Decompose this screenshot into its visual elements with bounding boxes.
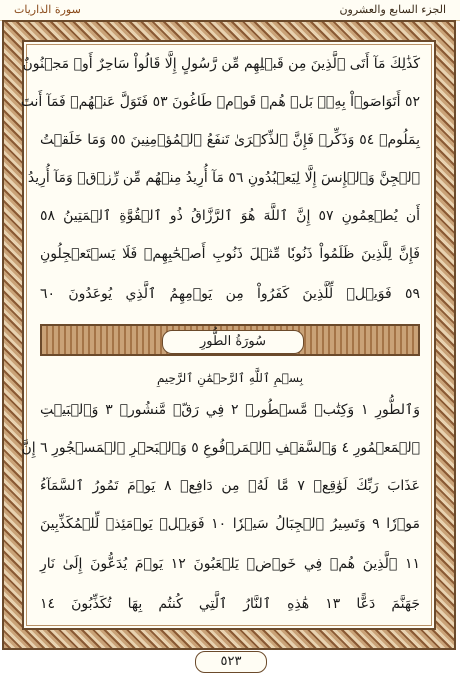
basmala: بِسۡمِ ٱللَّهِ ٱلرَّحۡمَٰنِ ٱلرَّحِيمِ [156,371,304,385]
text-line: جَهَنَّمَ دَعًّا ١٣ هَٰذِهِ ٱلنَّارُ ٱلَّتِي كُنتُم بِهَا تُكَذِّبُونَ ١٤ [40,596,420,612]
text-line: ٥٩ فَوَيۡلٞ لِّلَّذِينَ كَفَرُواْ مِن يَوۡمِهِمُ ٱلَّذِي يُوعَدُونَ ٦٠ [40,286,420,302]
surah-header-label: سورة الذاريات [14,3,81,16]
surah-title-banner [40,324,420,356]
text-line: بِمَلُومٖ ٥٤ وَذَكِّرۡ فَإِنَّ ٱلذِّكۡرَىٰ تَنفَعُ ٱلۡمُؤۡمِنِينَ ٥٥ وَمَا خَلَقۡتُ [40,132,420,148]
text-line: كَذَٰلِكَ مَآ أَتَى ٱلَّذِينَ مِن قَبۡلِهِم مِّن رَّسُولٍ إِلَّا قَالُواْ سَاحِرٌ أَوۡ مَجۡنُونٌ [22,56,420,72]
text-line: عَذَابَ رَبِّكَ لَوَٰقِعٞ ٧ مَّا لَهُۥ مِن دَافِعٖ ٨ يَوۡمَ تَمُورُ ٱلسَّمَآءُ [40,478,421,494]
text-line: وَٱلطُّورِ ١ وَكِتَٰبٖ مَّسۡطُورٖ ٢ فِي رَقّٖ مَّنشُورٖ ٣ وَٱلۡبَيۡتِ [40,402,420,418]
juz-label: الجزء السابع والعشرون [339,3,446,16]
page-header [0,0,460,21]
text-line: ٥٢ أَتَوَاصَوۡاْ بِهِۦۚ بَلۡ هُمۡ قَوۡمٞ طَاغُونَ ٥٣ فَتَوَلَّ عَنۡهُمۡ فَمَآ أَنتَ [20,94,420,110]
text-line: ٱلۡجِنَّ وَٱلۡإِنسَ إِلَّا لِيَعۡبُدُونِ ٥٦ مَآ أُرِيدُ مِنۡهُم مِّن رِّزۡقٖ وَمَآ أُرِيدُ [27,170,420,186]
text-line: فَإِنَّ لِلَّذِينَ ظَلَمُواْ ذَنُوبٗا مِّثۡلَ ذَنُوبِ أَصۡحَٰبِهِمۡ فَلَا يَسۡتَعۡجِلُونِ [40,246,420,262]
text-line: ٱلۡمَعۡمُورِ ٤ وَٱلسَّقۡفِ ٱلۡمَرۡفُوعِ ٥ وَٱلۡبَحۡرِ ٱلۡمَسۡجُورِ ٦ إِنَّ [21,440,420,456]
surah-title: سُورَةُ الطُّورِ [162,330,304,354]
page-number: ٥٢٣ [195,651,267,673]
text-line: أَن يُطۡعِمُونِ ٥٧ إِنَّ ٱللَّهَ هُوَ ٱلرَّزَّاقُ ذُو ٱلۡقُوَّةِ ٱلۡمَتِينُ ٥٨ [40,208,420,224]
text-line: ١١ ٱلَّذِينَ هُمۡ فِي خَوۡضٖ يَلۡعَبُونَ ١٢ يَوۡمَ يُدَعُّونَ إِلَىٰ نَارِ [40,556,420,572]
text-line: مَوۡرٗا ٩ وَتَسِيرُ ٱلۡجِبَالُ سَيۡرٗا ١٠ فَوَيۡلٞ يَوۡمَئِذٖ لِّلۡمُكَذِّبِينَ [40,516,421,532]
